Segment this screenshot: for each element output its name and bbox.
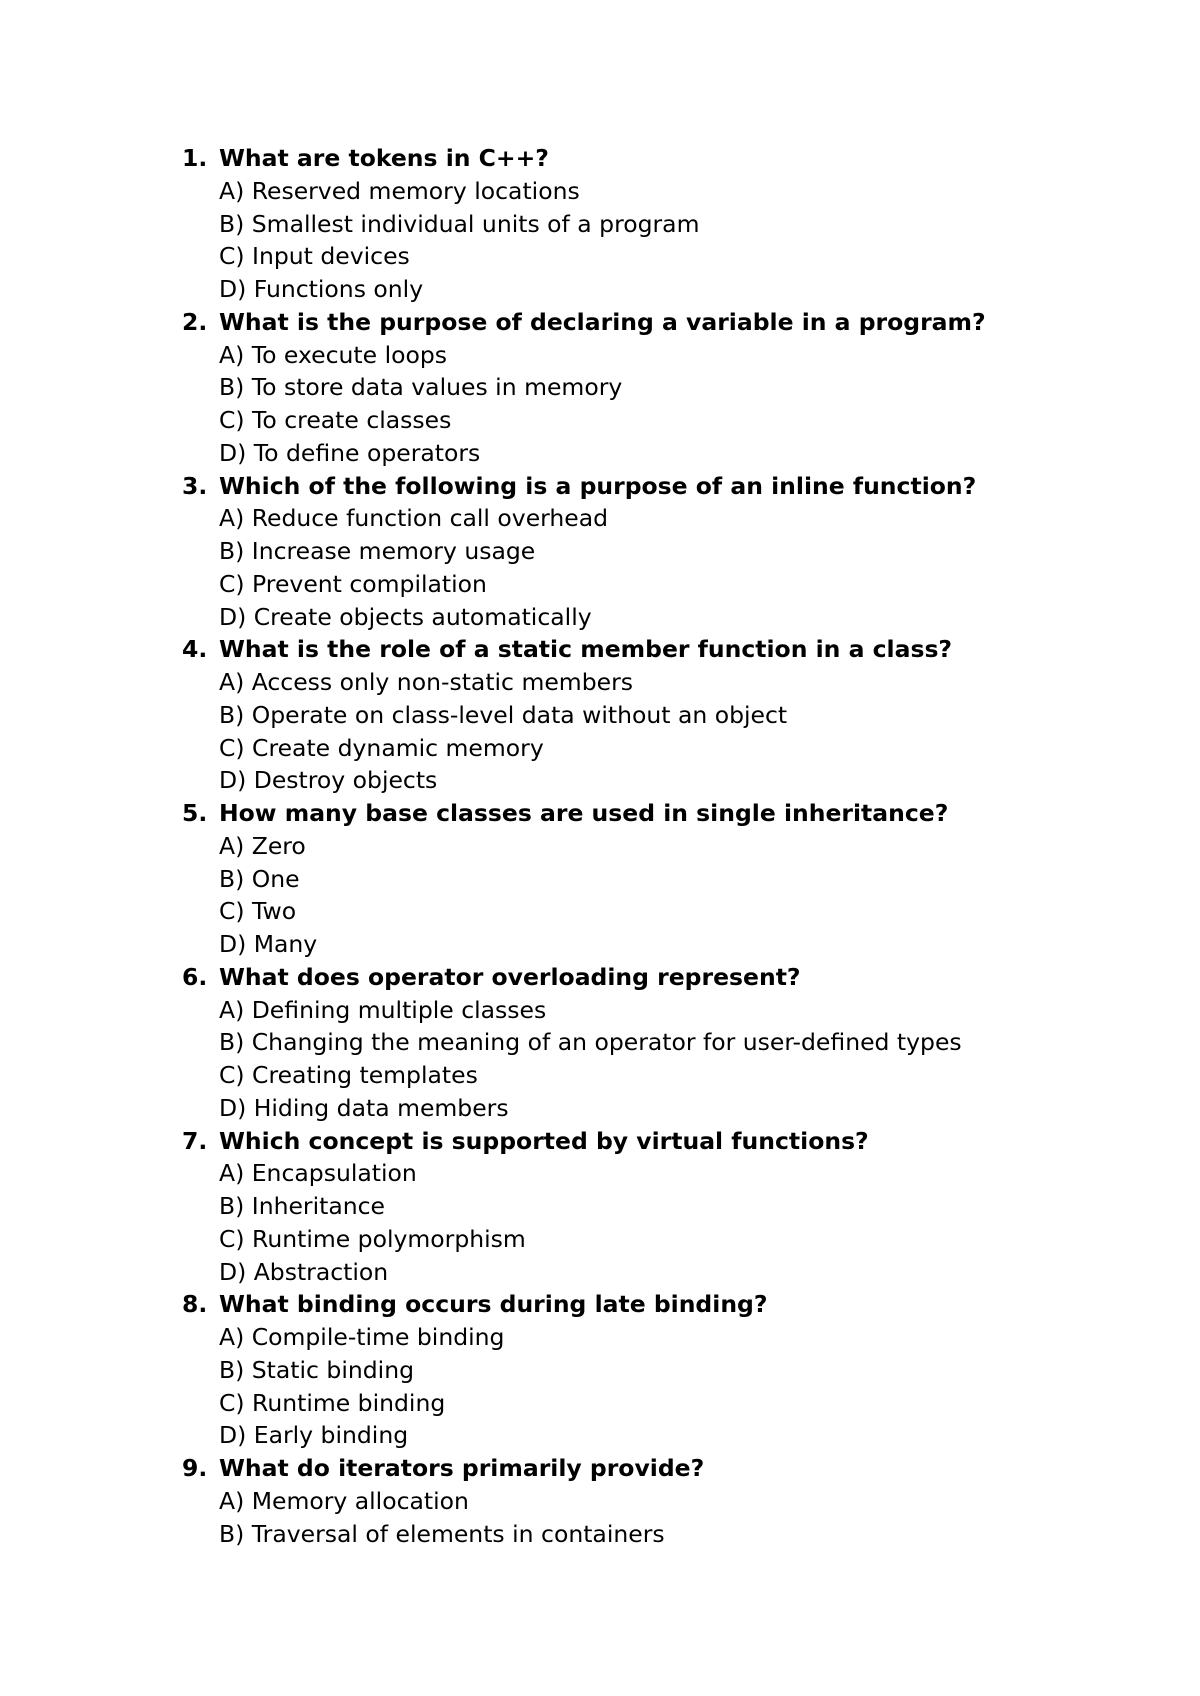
option-2b: B) To store data values in memory <box>219 373 623 402</box>
option-1b: B) Smallest individual units of a program <box>219 209 700 238</box>
question-text: What do iterators primarily provide? <box>219 1454 705 1482</box>
option-7d: D) Abstraction <box>219 1257 389 1286</box>
question-number: 9. <box>182 1454 208 1482</box>
question-number: 4. <box>182 635 208 664</box>
question-8 <box>0 1288 1200 1321</box>
option-8a: A) Compile-time binding <box>219 1323 505 1351</box>
question-number: 2. <box>182 307 208 336</box>
question-number: 6. <box>182 962 208 991</box>
question-text: What are tokens in C++? <box>219 144 549 172</box>
option-6d: D) Hiding data members <box>219 1093 509 1122</box>
option-3a: A) Reduce function call overhead <box>219 504 609 533</box>
option-7c: C) Runtime polymorphism <box>219 1224 526 1253</box>
question-2 <box>0 306 1200 339</box>
question-9 <box>0 1452 1200 1485</box>
option-4a: A) Access only non-static members <box>219 668 633 696</box>
option-4c: C) Create dynamic memory <box>219 733 544 762</box>
option-1c: C) Input devices <box>219 242 410 271</box>
question-5 <box>0 797 1200 830</box>
question-6 <box>0 961 1200 994</box>
option-8c: C) Runtime binding <box>219 1388 446 1417</box>
option-9b: B) Traversal of elements in containers <box>219 1519 665 1548</box>
question-7 <box>0 1125 1200 1158</box>
question-text: Which of the following is a purpose of an inline function? <box>219 471 977 500</box>
option-5c: C) Two <box>219 897 297 926</box>
option-2a: A) To execute loops <box>219 340 448 369</box>
question-number: 1. <box>182 144 208 172</box>
question-4 <box>0 633 1200 666</box>
option-3c: C) Prevent compilation <box>219 569 487 598</box>
option-3b: B) Increase memory usage <box>219 537 536 565</box>
question-text: Which concept is supported by virtual functions? <box>219 1126 869 1155</box>
question-1 <box>0 142 1200 175</box>
option-6c: C) Creating templates <box>219 1061 478 1089</box>
option-4b: B) Operate on class-level data without an object <box>219 700 788 729</box>
question-text: What binding occurs during late binding? <box>219 1290 768 1319</box>
question-number: 5. <box>182 799 208 827</box>
option-2c: C) To create classes <box>219 406 452 434</box>
option-4d: D) Destroy objects <box>219 766 438 795</box>
option-2d: D) To define operators <box>219 438 481 467</box>
option-6a: A) Defining multiple classes <box>219 995 547 1024</box>
question-text: What does operator overloading represent? <box>219 962 801 991</box>
option-8b: B) Static binding <box>219 1355 415 1384</box>
option-1d: D) Functions only <box>219 275 424 303</box>
question-3 <box>0 470 1200 503</box>
option-7b: B) Inheritance <box>219 1192 386 1220</box>
option-8d: D) Early binding <box>219 1421 409 1450</box>
question-number: 7. <box>182 1126 208 1155</box>
question-text: What is the purpose of declaring a variable in a program? <box>219 307 986 336</box>
question-number: 8. <box>182 1290 208 1319</box>
question-text: What is the role of a static member function in a class? <box>219 635 953 664</box>
option-1a: A) Reserved memory locations <box>219 176 580 205</box>
option-5d: D) Many <box>219 930 318 958</box>
question-number: 3. <box>182 471 208 500</box>
question-text: How many base classes are used in single inheritance? <box>219 799 949 827</box>
option-5b: B) One <box>219 864 300 893</box>
option-7a: A) Encapsulation <box>219 1159 417 1188</box>
question-list <box>0 142 1200 1550</box>
option-3d: D) Create objects automatically <box>219 602 592 631</box>
option-9a: A) Memory allocation <box>219 1486 469 1515</box>
option-6b: B) Changing the meaning of an operator for user-defined types <box>219 1028 962 1057</box>
option-5a: A) Zero <box>219 831 306 860</box>
